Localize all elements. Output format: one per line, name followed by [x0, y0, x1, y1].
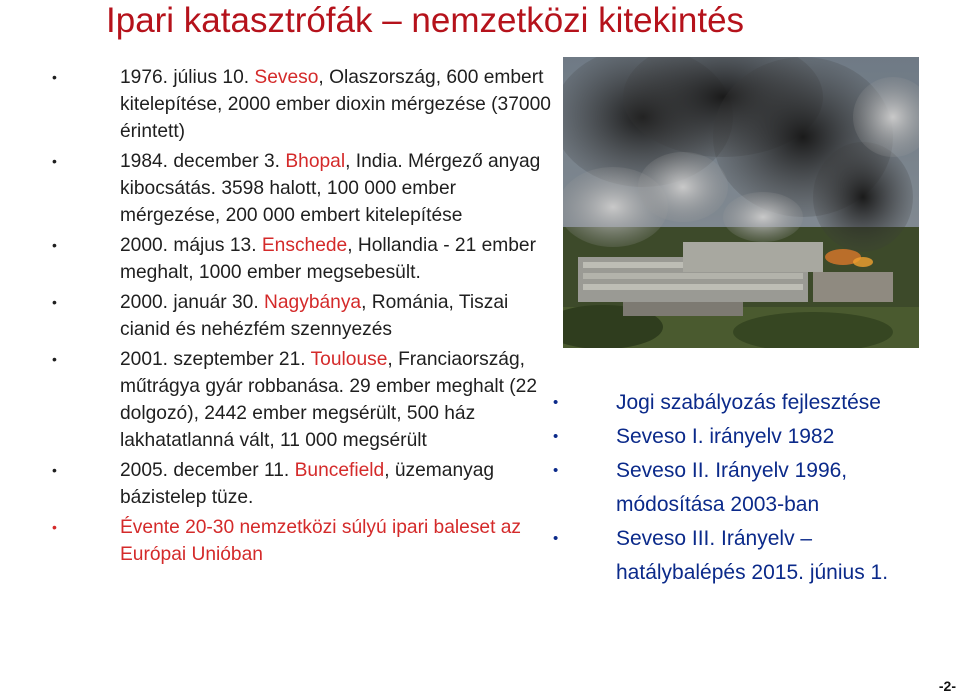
- bullet-icon: •: [52, 237, 57, 253]
- item-date: 1976. július 10.: [120, 67, 255, 88]
- list-item: [0, 64, 560, 145]
- summary-text: Évente 20-30 nemzetközi súlyú ipari baleset az Európai Unióban: [120, 517, 522, 565]
- list-item: [545, 454, 955, 522]
- regulation-list: [545, 386, 955, 590]
- bullet-icon: •: [52, 351, 57, 367]
- list-item: [545, 420, 955, 454]
- regulation-text: Seveso II. Irányelv 1996,: [616, 459, 848, 482]
- item-place: Bhopal: [285, 151, 346, 172]
- list-item: [0, 148, 560, 229]
- list-item-summary: [0, 514, 560, 568]
- list-item: [0, 346, 560, 454]
- list-item: [545, 522, 955, 590]
- item-text: , Franciaország, műtrágya gyár robbanása. 29 ember meghalt (22 dolgozó), 2442 ember megsérült, 500 ház lakhatatlanná vált, 11 000 megsérült: [120, 349, 538, 451]
- item-date: 1984. december 3.: [120, 151, 286, 172]
- item-text: , India. Mérgező anyag kibocsátás. 3598 halott, 100 000 ember mérgezése, 200 000 embert kitelepítése: [120, 151, 541, 226]
- bullet-icon: •: [553, 530, 559, 547]
- regulation-text-line2: hatálybalépés 2015. június 1.: [616, 561, 889, 584]
- list-item: [0, 232, 560, 286]
- item-date: 2000. május 13.: [120, 235, 262, 256]
- regulation-text: Jogi szabályozás fejlesztése: [616, 391, 881, 414]
- item-place: Nagybánya: [264, 292, 362, 313]
- bullet-icon: •: [52, 153, 57, 169]
- bullet-icon: •: [52, 519, 57, 535]
- item-place: Enschede: [261, 235, 348, 256]
- bullet-icon: •: [52, 462, 57, 478]
- industrial-fire-photo: [563, 57, 919, 348]
- slide-title: Ipari katasztrófák – nemzetközi kitekintés: [106, 1, 745, 40]
- incident-list: [0, 64, 560, 571]
- bullet-icon: •: [52, 294, 57, 310]
- item-text: , üzemanyag bázistelep tüze.: [120, 460, 495, 508]
- page-number: -2-: [938, 678, 956, 694]
- item-place: Buncefield: [294, 460, 385, 481]
- bullet-icon: •: [553, 462, 559, 479]
- regulation-text: Seveso I. irányelv 1982: [616, 425, 835, 448]
- item-text: , Olaszország, 600 embert kitelepítése, 2000 ember dioxin mérgezése (37000 érintett): [120, 67, 551, 142]
- item-place: Seveso: [254, 67, 319, 88]
- item-text: , Románia, Tiszai cianid és nehézfém szennyezés: [120, 292, 509, 340]
- bullet-icon: •: [553, 394, 559, 411]
- regulation-text-line2: módosítása 2003-ban: [616, 493, 820, 516]
- item-text: , Hollandia - 21 ember meghalt, 1000 ember megsebesült.: [120, 235, 536, 283]
- item-date: 2000. január 30.: [120, 292, 265, 313]
- list-item: [545, 386, 955, 420]
- regulation-text: Seveso III. Irányelv –: [616, 527, 813, 550]
- item-date: 2001. szeptember 21.: [120, 349, 311, 370]
- list-item: [0, 457, 560, 511]
- item-place: Toulouse: [310, 349, 388, 370]
- bullet-icon: •: [52, 69, 57, 85]
- list-item: [0, 289, 560, 343]
- item-date: 2005. december 11.: [120, 460, 295, 481]
- bullet-icon: •: [553, 428, 559, 445]
